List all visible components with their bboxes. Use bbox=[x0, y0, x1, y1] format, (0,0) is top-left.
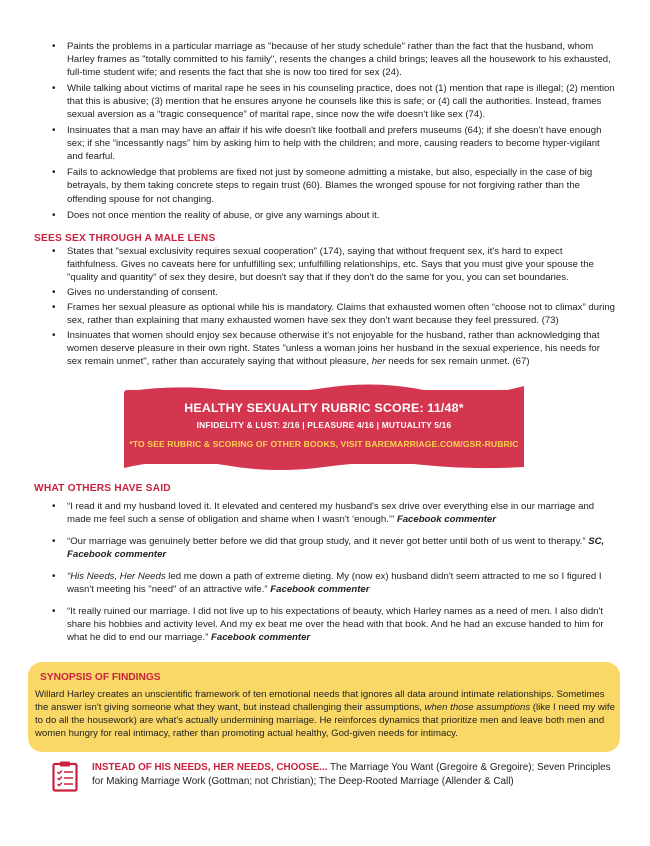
list-item: • States that "sexual exclusivity requires sexual cooperation" (174), saying that without frequent sex, it's hard to expect faithfulness. Gives no caveats here for unfulfilling sex; unfulfilling relationships, etc. Says that you must give your spouse the "quality and quantity" of sex they desire, but doesn't say that if they don't do the same for you, you can set boundaries. bbox=[50, 245, 616, 284]
rubric-link-note: *TO SEE RUBRIC & SCORING OF OTHER BOOKS, VISIT BAREMARRIAGE.COM/GSR-RUBRIC bbox=[129, 439, 519, 450]
male-lens-list bbox=[50, 245, 616, 370]
list-item: • Insinuates that women should enjoy sex because otherwise it's not enjoyable for the husband, rather than acknowledging that women deserve pleasure in their own right. States "unless a woman joins her husband in the sexual experience, his needs for sex remain unmet", rather than accurately saying that without pleasure, her needs for sex remain unmet. (67) bbox=[50, 329, 616, 368]
list-item: • “It really ruined our marriage. I did not live up to his expectations of beauty, which Harley names as a need of men. I also didn't share his hobbies and activity level. And my ex beat me over the head with that book. And he had an excuse handed to him for what he did to end our marriage.” Facebook commenter bbox=[50, 605, 616, 644]
alternative-books bbox=[92, 761, 622, 788]
list-item: • Fails to acknowledge that problems are fixed not just by someone admitting a mistake, but also, especially in the case of big betrayals, by them taking concrete steps to regain trust (60). Blames the wronged spouse for not forgiving rather than the offending spouse for not changing. bbox=[50, 166, 616, 205]
banner-wave-decoration bbox=[124, 462, 524, 470]
criticism-list bbox=[50, 40, 616, 225]
alternative-books-list: The Marriage You Want (Gregoire & Gregoire); Seven Principles for Making Marriage Work (Gottman; not Christian); The Deep-Rooted Marriage (Allender & Call) bbox=[92, 762, 611, 787]
rubric-category-scores: INFIDELITY & LUST: 2/16 | PLEASURE 4/16 | MUTUALITY 5/16 bbox=[196, 419, 452, 430]
testimonials-list bbox=[50, 500, 616, 653]
synopsis-body: Willard Harley creates an unscientific framework of ten emotional needs that ignores all data around intimate relationships. Sometimes the answer isn't giving someone what they want, but instead challenging their assumptions, when those assumptions (like I need my wife to do all the housework) are what's actually undermining marriage. He reinforces dynamics that prioritize men and leave both men and women hungry for real intimacy, rather than promoting actual healthy, God-given needs for intimacy. bbox=[35, 689, 615, 740]
list-item: • Gives no understanding of consent. bbox=[50, 286, 616, 299]
rubric-score-title: HEALTHY SEXUALITY RUBRIC SCORE: 11/48* bbox=[184, 401, 464, 415]
alternative-books-lead: INSTEAD OF HIS NEEDS, HER NEEDS, CHOOSE... bbox=[92, 762, 328, 773]
list-item: • “Our marriage was genuinely better before we did that group study, and it never got better until both of us went to therapy.” SC, Facebook commenter bbox=[50, 535, 616, 561]
list-item: • Paints the problems in a particular marriage as "because of her study schedule" rather than the fact that the husband, whom Harley frames as "totally committed to his family", resents the changes a child brings; leaves all the housework to his exhausted, full-time student wife; and resents the fact that she is now too tired for sex (24). bbox=[50, 40, 616, 79]
checklist-clipboard-icon bbox=[52, 760, 78, 792]
list-item: • While talking about victims of marital rape he sees in his counseling practice, does not (1) mention that rape is illegal; (2) mention that this is abusive; (3) mention that he ensures anyone he counsels like this is safe; or (4) call the authorities. Instead, frames sexual aversion as a “tragic consequence” of marital rape, since now the wife doesn’t like sex (74). bbox=[50, 82, 616, 121]
section-heading-male-lens: SEES SEX THROUGH A MALE LENS bbox=[34, 233, 216, 244]
list-item: • “I read it and my husband loved it. It elevated and centered my husband's sex drive over everything else in our marriage and made me feel such a sense of obligation and shame when I wasn't ‘enough.’” Facebook commenter bbox=[50, 500, 616, 526]
list-item: • “His Needs, Her Needs led me down a path of extreme dieting. My (now ex) husband didn't seem attracted to me so I figured I wasn't meeting his "need" of an attractive wife.” Facebook commenter bbox=[50, 570, 616, 596]
list-item: • Insinuates that a man may have an affair if his wife doesn't like football and prefers museums (64); if she doesn’t have enough sex; if she “incessantly nags” him by asking him to help with the children; and more, causing readers to become hyper-vigilant and fearful. bbox=[50, 124, 616, 163]
list-item: • Frames her sexual pleasure as optional while his is mandatory. Claims that exhausted women often “choose not to climax” during sex, rather than explaining that many exhausted women have sex they don’t want because they feel pressured. (73) bbox=[50, 301, 616, 327]
list-item: • Does not once mention the reality of abuse, or give any warnings about it. bbox=[50, 209, 616, 222]
section-heading-others-said: WHAT OTHERS HAVE SAID bbox=[34, 483, 171, 494]
rubric-score-banner bbox=[124, 390, 524, 464]
synopsis-title: SYNOPSIS OF FINDINGS bbox=[40, 672, 161, 683]
synopsis-box bbox=[28, 662, 620, 752]
